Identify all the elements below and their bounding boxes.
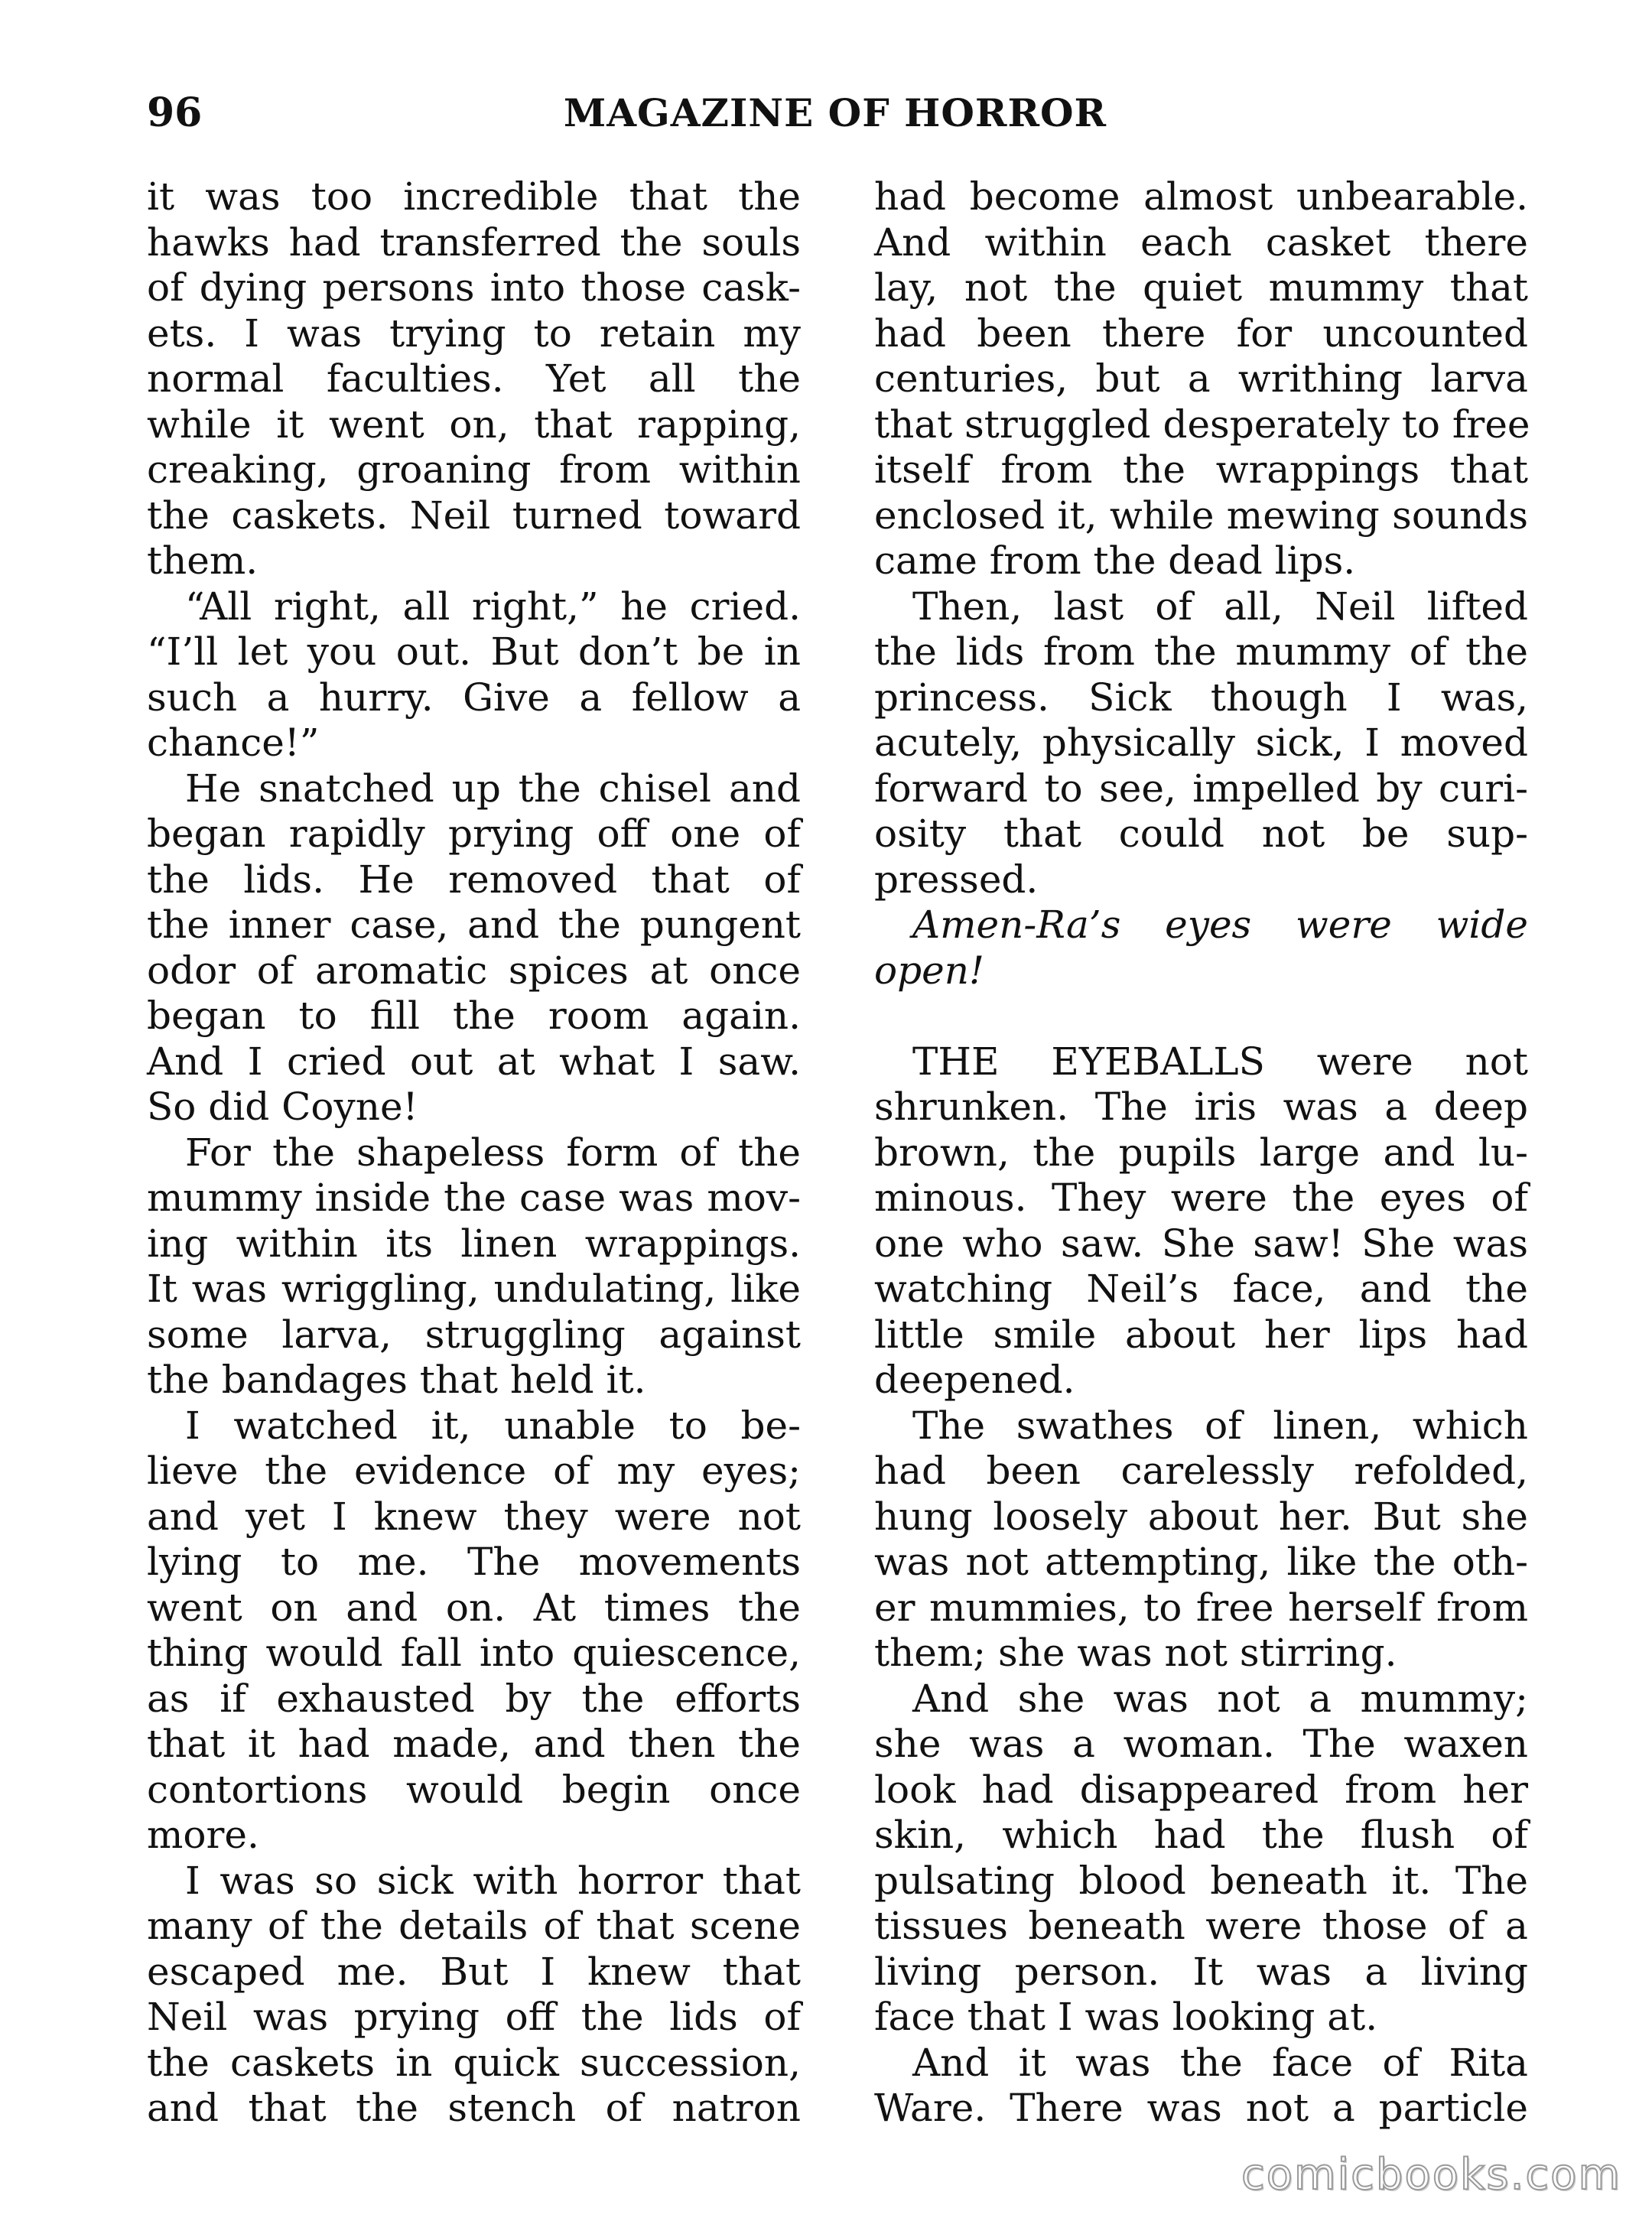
text-line: was not attempting, like the oth- xyxy=(874,1540,1528,1584)
text-line: er mummies, to free herself from xyxy=(874,1585,1528,1630)
text-line: contortions would begin once xyxy=(147,1767,801,1812)
text-line: tissues beneath were those of a xyxy=(874,1904,1528,1948)
text-line: pulsating blood beneath it. The xyxy=(874,1858,1528,1903)
text-line: And I cried out at what I saw. xyxy=(147,1039,801,1084)
text-line: Ware. There was not a particle xyxy=(874,2086,1528,2130)
right-column xyxy=(874,174,1528,2132)
text-line: the caskets. Neil turned toward xyxy=(147,493,801,538)
page-number: 96 xyxy=(147,89,203,136)
text-line: watching Neil’s face, and the xyxy=(874,1267,1528,1311)
text-line: minous. They were the eyes of xyxy=(874,1176,1528,1220)
text-line: little smile about her lips had xyxy=(874,1312,1528,1357)
text-line: osity that could not be sup- xyxy=(874,811,1528,856)
text-line: itself from the wrappings that xyxy=(874,447,1528,492)
text-line: mummy inside the case was mov- xyxy=(147,1176,801,1220)
text-line: “All right, all right,” he cried. xyxy=(185,584,801,629)
text-line: lying to me. The movements xyxy=(147,1540,801,1584)
text-line: went on and on. At times the xyxy=(147,1585,801,1630)
text-line: more. xyxy=(147,1813,259,1857)
text-line: I watched it, unable to be- xyxy=(185,1403,801,1448)
text-line: look had disappeared from her xyxy=(874,1767,1528,1812)
text-line: the inner case, and the pungent xyxy=(147,902,801,947)
text-line: had been there for uncounted xyxy=(874,311,1528,356)
text-line: escaped me. But I knew that xyxy=(147,1949,801,1994)
text-line: and yet I knew they were not xyxy=(147,1494,801,1539)
text-line: and that the stench of natron xyxy=(147,2086,801,2130)
text-line: came from the dead lips. xyxy=(874,538,1356,583)
text-line: hung loosely about her. But she xyxy=(874,1494,1528,1539)
text-line: normal faculties. Yet all the xyxy=(147,356,801,401)
text-line: chance!” xyxy=(147,720,320,765)
text-line: it was too incredible that the xyxy=(147,174,801,219)
text-line: that it had made, and then the xyxy=(147,1722,801,1766)
text-line: odor of aromatic spices at once xyxy=(147,948,801,993)
text-line: as if exhausted by the efforts xyxy=(147,1676,801,1721)
text-line: princess. Sick though I was, xyxy=(874,675,1528,720)
text-line: had been carelessly refolded, xyxy=(874,1449,1528,1493)
text-line: lieve the evidence of my eyes; xyxy=(147,1449,801,1493)
text-line: that struggled desperately to free xyxy=(874,402,1530,447)
watermark: comicbooks.com xyxy=(1241,2150,1621,2200)
text-line: Neil was prying off the lids of xyxy=(147,1995,801,2039)
text-line: such a hurry. Give a fellow a xyxy=(147,675,801,720)
text-line: It was wriggling, undulating, like xyxy=(147,1267,801,1311)
text-line: centuries, but a writhing larva xyxy=(874,356,1528,401)
text-line: skin, which had the flush of xyxy=(874,1813,1528,1857)
text-line: thing would fall into quiescence, xyxy=(147,1631,801,1675)
text-line: THE EYEBALLS were not xyxy=(912,1039,1528,1084)
text-line: I was so sick with horror that xyxy=(185,1858,801,1903)
text-line: ing within its linen wrappings. xyxy=(147,1221,801,1266)
text-line: “I’ll let you out. But don’t be in xyxy=(147,629,801,674)
text-line: For the shapeless form of the xyxy=(185,1130,801,1175)
text-line: The swathes of linen, which xyxy=(912,1403,1528,1448)
text-line: the lids from the mummy of the xyxy=(874,629,1528,674)
text-line: face that I was looking at. xyxy=(874,1995,1378,2039)
text-line: creaking, groaning from within xyxy=(147,447,801,492)
text-line: acutely, physically sick, I moved xyxy=(874,720,1528,765)
text-line: some larva, struggling against xyxy=(147,1312,801,1357)
text-line: forward to see, impelled by curi- xyxy=(874,766,1528,811)
text-line: brown, the pupils large and lu- xyxy=(874,1130,1528,1175)
text-line: hawks had transferred the souls xyxy=(147,220,801,265)
text-line: while it went on, that rapping, xyxy=(147,402,801,447)
text-line: shrunken. The iris was a deep xyxy=(874,1085,1528,1129)
text-line: So did Coyne! xyxy=(147,1085,418,1129)
text-line: began to fill the room again. xyxy=(147,994,801,1038)
text-line: them. xyxy=(147,538,259,583)
text-line: had become almost unbearable. xyxy=(874,174,1528,219)
text-line: He snatched up the chisel and xyxy=(185,766,801,811)
text-line: began rapidly prying off one of xyxy=(147,811,801,856)
text-line: open! xyxy=(874,948,984,993)
text-line: of dying persons into those cask- xyxy=(147,265,801,310)
text-line: And she was not a mummy; xyxy=(912,1676,1528,1721)
text-line: And it was the face of Rita xyxy=(912,2040,1528,2085)
page-header xyxy=(147,83,1524,144)
text-line: one who saw. She saw! She was xyxy=(874,1221,1528,1266)
text-line xyxy=(874,994,1528,1039)
text-line: the bandages that held it. xyxy=(147,1358,646,1402)
text-line: the lids. He removed that of xyxy=(147,857,801,902)
text-line: Then, last of all, Neil lifted xyxy=(912,584,1528,629)
text-line: pressed. xyxy=(874,857,1039,902)
text-line: living person. It was a living xyxy=(874,1949,1528,1994)
text-line: lay, not the quiet mummy that xyxy=(874,265,1528,310)
text-line: many of the details of that scene xyxy=(147,1904,801,1948)
text-line: them; she was not stirring. xyxy=(874,1631,1397,1675)
running-title: MAGAZINE OF HORROR xyxy=(563,90,1107,135)
text-line: deepened. xyxy=(874,1358,1075,1402)
text-line: Amen-Ra’s eyes were wide xyxy=(912,902,1528,947)
left-column xyxy=(147,174,801,2132)
text-line: the caskets in quick succession, xyxy=(147,2040,801,2085)
text-line: ets. I was trying to retain my xyxy=(147,311,801,356)
text-line: she was a woman. The waxen xyxy=(874,1722,1528,1766)
text-line: enclosed it, while mewing sounds xyxy=(874,493,1528,538)
text-line: And within each casket there xyxy=(874,220,1528,265)
